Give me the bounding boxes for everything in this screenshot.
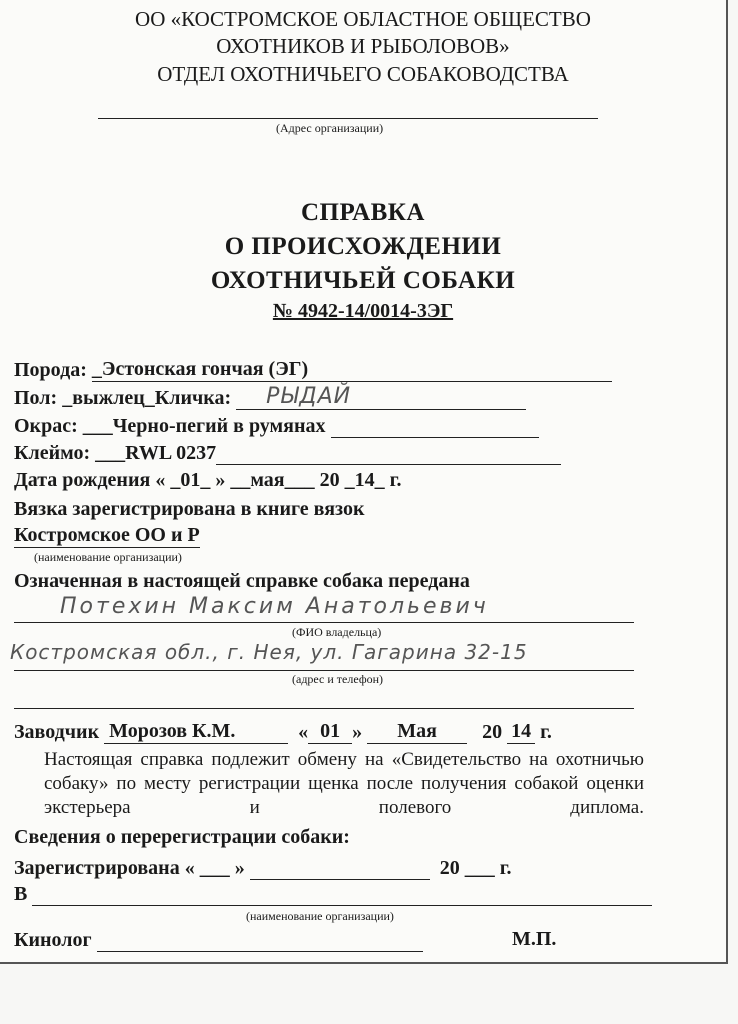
cynologist-label: Кинолог: [14, 929, 92, 951]
rereg-in-row: [14, 882, 652, 906]
name-label: Кличка:: [154, 387, 232, 409]
brand-value: ___RWL 0237: [95, 442, 217, 464]
owner-caption: (ФИО владельца): [292, 625, 382, 639]
rereg-label: Зарегистрирована: [14, 857, 180, 879]
dob-row: [14, 469, 401, 492]
rereg-date: « ___ »: [184, 857, 245, 879]
sex-label: Пол:: [14, 387, 58, 409]
org-department: ОТДЕЛ ОХОТНИЧЬЕГО СОБАКОВОДСТВА: [157, 62, 569, 86]
breeder-label: Заводчик: [14, 721, 100, 743]
color-label: Окрас:: [14, 415, 78, 437]
dob-month: __мая___: [230, 469, 315, 491]
rereg-org-caption: (наименование организации): [246, 909, 394, 923]
brand-label: Клеймо:: [14, 442, 91, 464]
sex-value: _выжлец_: [62, 387, 155, 409]
owner-name: Потехин Максим Анатольевич: [60, 594, 489, 619]
dob-label: Дата рождения: [14, 469, 151, 491]
color-value: ___Черно-пегий в румянах: [82, 415, 326, 437]
rereg-row: [14, 856, 512, 880]
notice-paragraph: Настоящая справка подлежит обмену на «Свидетельство на охотничью собаку» по месту регистрации щенка после получения собакой оценки экстерьера и полевого диплома.: [44, 749, 644, 818]
dob-day: « _01_ »: [155, 469, 226, 491]
org-name-line-1: ОО «КОСТРОМСКОЕ ОБЛАСТНОЕ ОБЩЕСТВО: [135, 7, 591, 31]
name-value: РЫДАЙ: [236, 384, 526, 410]
breeder-suffix: г.: [540, 721, 552, 743]
breed-label: Порода:: [14, 359, 87, 381]
extra-line: [14, 708, 634, 709]
owner-address-line: [14, 670, 634, 671]
mating-org-caption: (наименование организации): [34, 550, 182, 564]
breeder-name: Морозов К.М.: [104, 720, 288, 744]
breeder-day: 01: [308, 720, 352, 744]
doc-number: № 4942-14/0014-3ЭГ: [272, 300, 454, 322]
address-line: [98, 118, 598, 119]
brand-fill-line: [216, 441, 561, 465]
color-fill-line: [331, 414, 539, 438]
breeder-month: Мая: [367, 720, 467, 744]
brand-row: [14, 441, 561, 465]
cynologist-row: [14, 928, 423, 952]
breeder-row: Заводчик Морозов К.М. « 01 » Мая 20 14 г.: [14, 720, 552, 743]
cynologist-signature-line: [97, 928, 423, 952]
doc-title-line-3: ОХОТНИЧЬЕЙ СОБАКИ: [210, 267, 516, 294]
rereg-month-line: [250, 856, 430, 880]
mating-text: Вязка зарегистрирована в книге вязок: [14, 498, 365, 520]
breed-value: _Эстонская гончая (ЭГ): [92, 358, 612, 382]
color-row: [14, 414, 539, 438]
address-phone-caption: (адрес и телефон): [292, 672, 384, 686]
rereg-in-label: В: [14, 883, 28, 905]
rereg-year: 20 ___ г.: [439, 857, 512, 879]
breed-row: [14, 358, 612, 382]
stamp-label: М.П.: [512, 928, 557, 950]
rereg-org-line: [32, 882, 652, 906]
transfer-text: Означенная в настоящей справке собака передана: [14, 570, 470, 592]
mating-org: Костромское ОО и Р: [14, 524, 200, 546]
org-name-line-2: ОХОТНИКОВ И РЫБОЛОВОВ»: [216, 34, 510, 58]
sex-name-row: [14, 384, 526, 410]
rereg-title: Сведения о перерегистрации собаки:: [14, 826, 350, 848]
doc-title: СПРАВКА: [301, 199, 425, 226]
breeder-year-prefix: 20: [482, 721, 503, 743]
owner-line: [14, 622, 634, 623]
dob-year: 20 _14_ г.: [319, 469, 402, 491]
owner-address: Костромская обл., г. Нея, ул. Гагарина 32-15: [10, 640, 528, 664]
doc-title-line-2: О ПРОИСХОЖДЕНИИ: [224, 233, 502, 260]
breeder-year: 14: [507, 720, 535, 744]
address-caption: (Адрес организации): [276, 121, 384, 135]
